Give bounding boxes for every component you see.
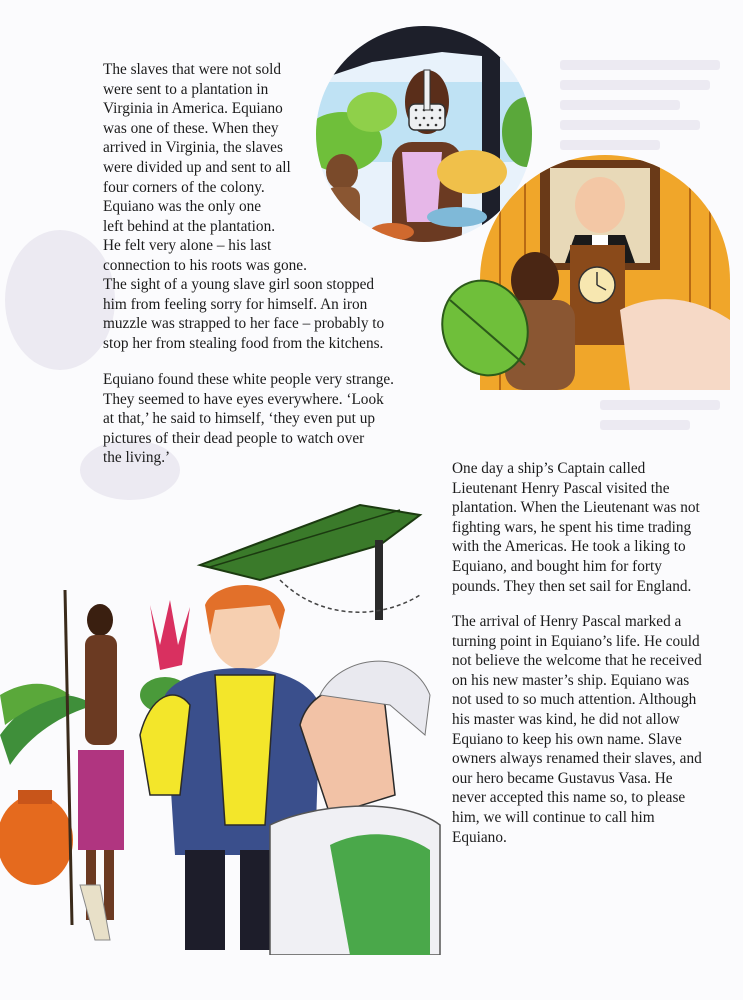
illustration-portrait-clock: [440, 150, 735, 390]
paragraph-henry-pascal: One day a ship’s Captain called Lieutenant Henry Pascal visited the plantation. When the Lieutenant was not fighting wars, he spent his time trading with the Americas. He took a liking to Equiano, and bought him for forty pounds. They then set sail for England.: [452, 460, 700, 595]
paragraph-strange-people: Equiano found these white people very strange. They seemed to have eyes everywhere. ‘Look at that,’ he said to himself, ‘they even put up pictures of their dead people to watch over the living.’: [103, 371, 394, 467]
paragraph-slave-girl: The sight of a young slave girl soon stopped him from feeling sorry for himself. An iron muzzle was strapped to her face – probably to stop her from stealing food from the kitchens.: [103, 276, 385, 352]
paragraph-plantation: The slaves that were not sold were sent to a plantation in Virginia in America. Equiano was one of these. When they arrived in Virginia, the slaves were divided up and sent to all four corners of the colony. Equiano was the only one left behind at the plantation. He felt very alone – his last connection to his roots was gone.: [103, 61, 307, 274]
paragraph-turning-point: The arrival of Henry Pascal marked a turning point in Equiano’s life. He could not believe the welcome that he received on his new master’s ship. Equiano was not used to so much attention. Although his master was kind, he did not allow Equiano to keep his own name. Slave owners always renamed their slaves, and our hero became Gustavus Vasa. He never accepted this name so, to please him, we will continue to call him Equiano.: [452, 613, 702, 846]
illustration-henry-pascal-scene: [0, 495, 445, 955]
